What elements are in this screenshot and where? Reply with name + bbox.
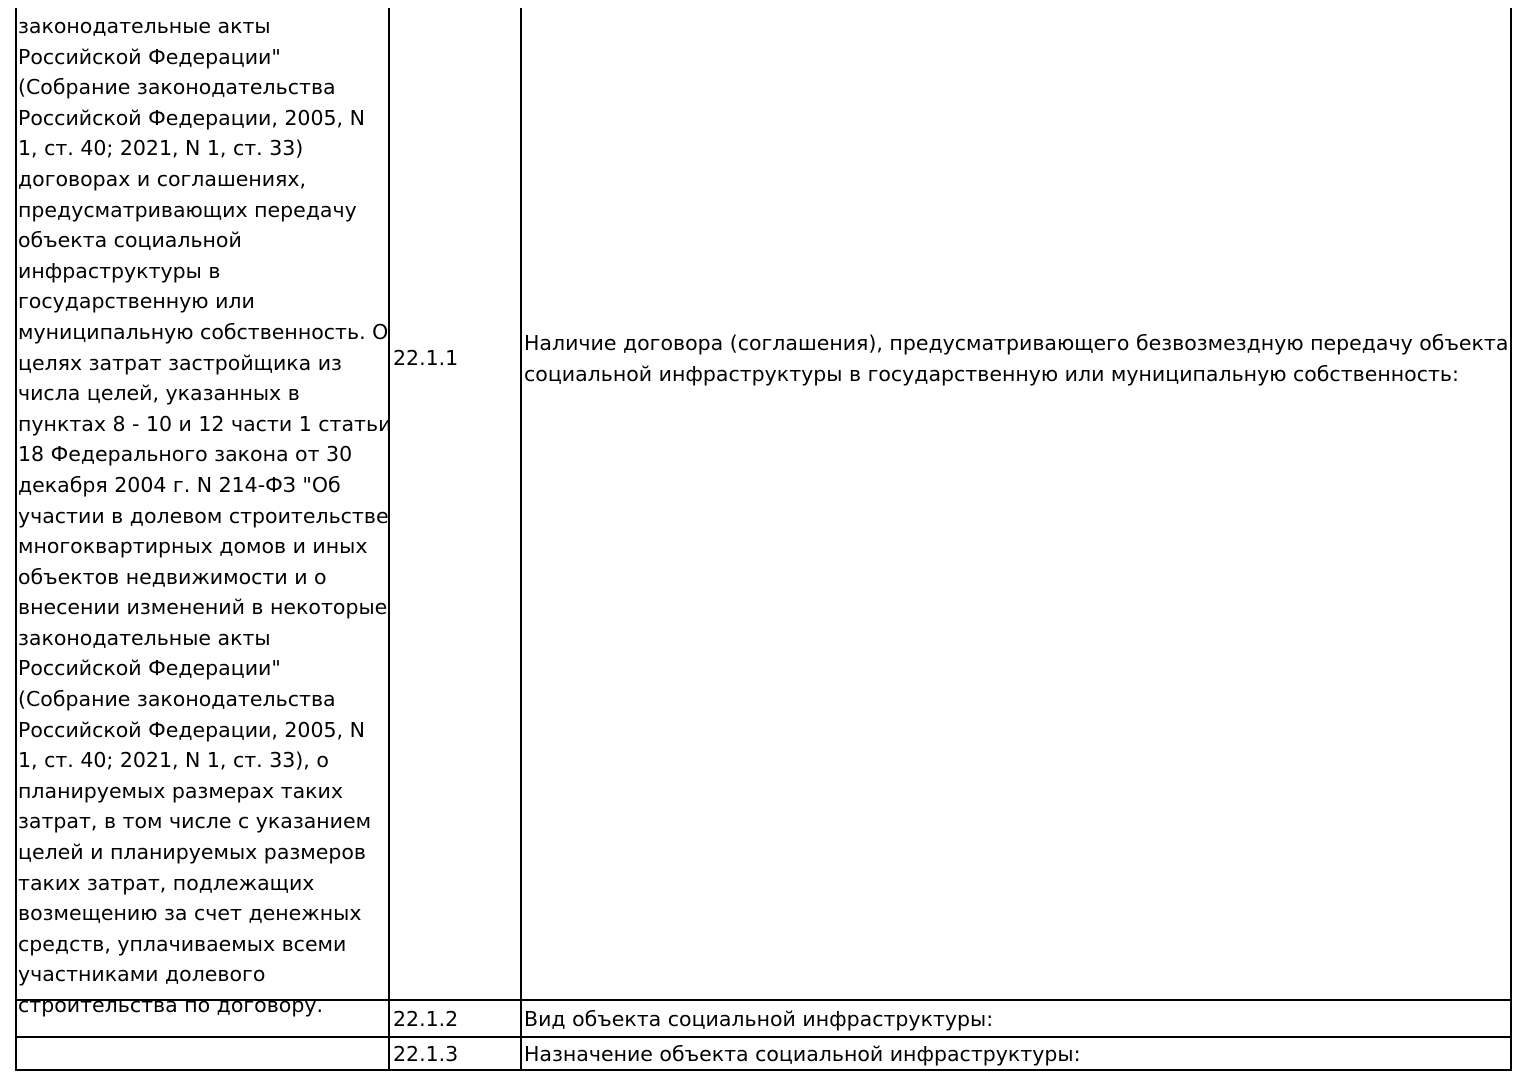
left-cell-line: Российской Федерации" xyxy=(18,44,281,69)
left-cell-line: участниками долевого xyxy=(18,962,266,987)
row-description-22-1-1: Наличие договора (соглашения), предусматривающего безвозмездную передачу объекта социальной инфраструктуры в государственную или муниципальную собственность: xyxy=(524,331,1509,386)
left-cell-line: строительства по договору. xyxy=(18,993,323,1017)
left-cell-line: пунктах 8 - 10 и 12 части 1 статьи xyxy=(18,411,392,436)
left-cell-line: законодательные акты xyxy=(18,625,271,650)
left-cell-line: декабря 2004 г. N 214-ФЗ "Об xyxy=(18,472,341,497)
left-cell-line: планируемых размерах таких xyxy=(18,778,343,803)
row-code-22-1-1: 22.1.1 xyxy=(393,346,459,370)
row-code-22-1-3: 22.1.3 xyxy=(393,1042,459,1066)
left-cell-line: Российской Федерации, 2005, N xyxy=(18,105,365,130)
left-cell-line: возмещению за счет денежных xyxy=(18,901,362,926)
left-cell-line: муниципальную собственность. О xyxy=(18,319,389,344)
left-cell-line: инфраструктуры в xyxy=(18,258,221,283)
left-cell-text xyxy=(18,11,391,1021)
left-cell-line: государственную или xyxy=(18,289,255,314)
left-cell-line: внесении изменений в некоторые xyxy=(18,595,388,620)
left-cell-line: затрат, в том числе с указанием xyxy=(18,809,372,834)
left-cell-line: Российской Федерации, 2005, N xyxy=(18,717,365,742)
left-cell-line: 1, ст. 40; 2021, N 1, ст. 33) xyxy=(18,136,304,161)
left-cell-line: (Собрание законодательства xyxy=(18,687,336,712)
left-cell-line: Российской Федерации" xyxy=(18,656,281,681)
table-left-border xyxy=(15,8,17,1071)
left-cell-line: предусматривающих передачу xyxy=(18,197,357,222)
row-code-22-1-2: 22.1.2 xyxy=(393,1007,459,1031)
left-cell-line: 1, ст. 40; 2021, N 1, ст. 33), о xyxy=(18,748,329,773)
column-divider-2 xyxy=(520,8,522,1071)
left-cell-line: числа целей, указанных в xyxy=(18,381,300,406)
left-cell-line: объекта социальной xyxy=(18,228,242,253)
left-cell-line: целях затрат застройщика из xyxy=(18,350,342,375)
left-cell-line: участии в долевом строительстве xyxy=(18,503,389,528)
left-cell-line: объектов недвижимости и о xyxy=(18,564,327,589)
left-cell-line: (Собрание законодательства xyxy=(18,75,336,100)
left-cell-line: 18 Федерального закона от 30 xyxy=(18,442,353,467)
left-cell-line: законодательные акты xyxy=(18,14,271,38)
table-right-border xyxy=(1510,8,1512,1071)
row-divider-2 xyxy=(15,1036,1512,1038)
row-description-22-1-3: Назначение объекта социальной инфраструктуры: xyxy=(524,1042,1081,1066)
left-cell-line: целей и планируемых размеров xyxy=(18,840,366,865)
left-cell-line: договорах и соглашениях, xyxy=(18,166,307,191)
left-cell-line: средств, уплачиваемых всеми xyxy=(18,931,347,956)
row-description-22-1-2: Вид объекта социальной инфраструктуры: xyxy=(524,1007,994,1031)
left-cell-line: таких затрат, подлежащих xyxy=(18,870,315,895)
left-cell-line: многоквартирных домов и иных xyxy=(18,534,368,559)
